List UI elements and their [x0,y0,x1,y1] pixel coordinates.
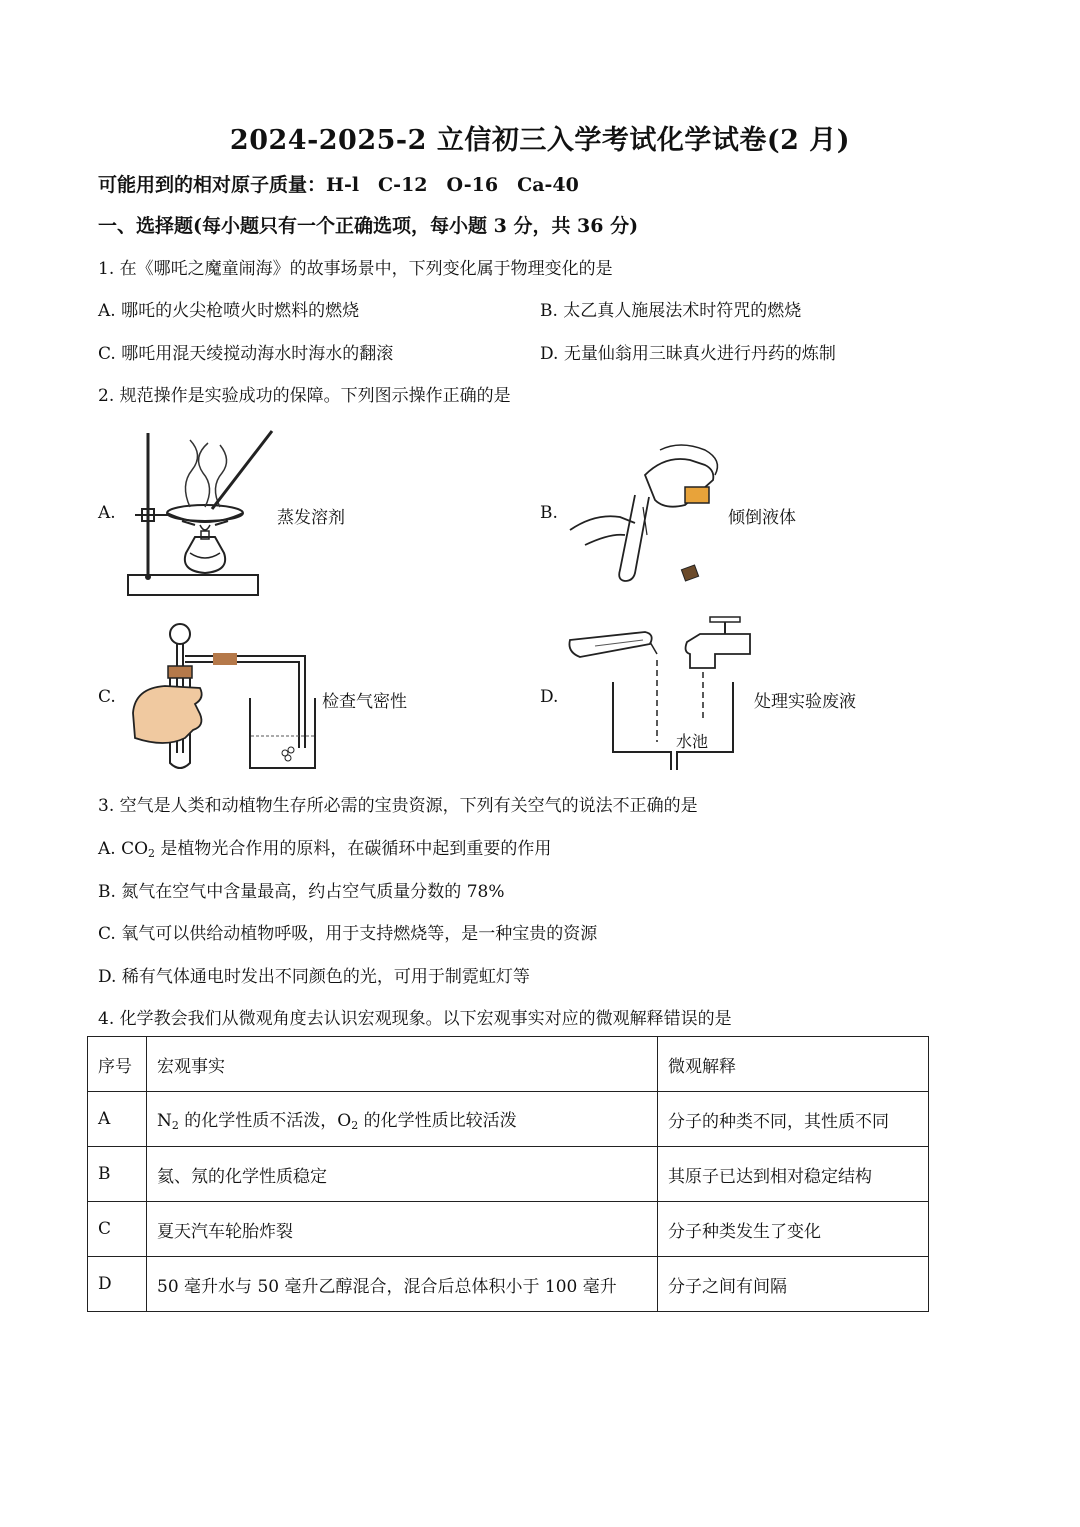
table-row [88,1147,929,1202]
q2-option-a-letter: A. [98,503,116,523]
table-row [88,1202,929,1257]
q1-option-a: A. 哪吒的火尖枪喷火时燃料的燃烧 [98,301,360,321]
q1-option-c: C. 哪吒用混天绫搅动海水时海水的翻滚 [98,344,394,364]
row-id: B [88,1147,147,1202]
q2-option-d-caption: 处理实验废液 [754,692,856,712]
q3-option-a: A. $CO_2$ 是植物光合作用的原料，在碳循环中起到重要的作用 [98,839,552,860]
header-index: 序号 [88,1037,147,1092]
sink-label: 水池 [676,732,709,751]
header-macro-fact: 宏观事实 [147,1037,658,1092]
q3-option-b: B. 氮气在空气中含量最高，约占空气质量分数的 78% [98,882,505,902]
exam-title: 2024-2025-2 立信初三入学考试化学试卷(2 月) [229,125,851,156]
row-fact: $N_2$ 的化学性质不活泼，$O_2$ 的化学性质比较活泼 [147,1092,658,1147]
q2-option-c-letter: C. [98,687,116,707]
q2-option-b-caption: 倾倒液体 [728,508,796,528]
q3-option-c: C. 氧气可以供给动植物呼吸，用于支持燃烧等，是一种宝贵的资源 [98,924,598,944]
q4-stem: 4. 化学教会我们从微观角度去认识宏观现象。以下宏观事实对应的微观解释错误的是 [98,1009,732,1029]
header-micro-explanation: 微观解释 [658,1037,929,1092]
q2-option-d-letter: D. [540,687,559,707]
table-row [88,1257,929,1312]
row-explanation: 分子种类发生了变化 [658,1202,929,1257]
q3-stem: 3. 空气是人类和动植物生存所必需的宝贵资源，下列有关空气的说法不正确的是 [98,796,698,816]
atomic-mass-line: 可能用到的相对原子质量：H-l C-12 O-16 Ca-40 [98,174,579,196]
q2-option-a-caption: 蒸发溶剂 [277,508,345,528]
q3-option-d: D. 稀有气体通电时发出不同颜色的光，可用于制霓虹灯等 [98,967,530,987]
q4-table [87,1036,929,1312]
row-explanation: 其原子已达到相对稳定结构 [658,1147,929,1202]
q2-stem: 2. 规范操作是实验成功的保障。下列图示操作正确的是 [98,386,511,406]
row-fact: 50 毫升水与 50 毫升乙醇混合，混合后总体积小于 100 毫升 [147,1257,658,1312]
table-row [88,1092,929,1147]
q1-option-d: D. 无量仙翁用三昧真火进行丹药的炼制 [540,344,836,364]
waste-liquid-disposal-figure [565,612,755,774]
q1-option-b: B. 太乙真人施展法术时符咒的燃烧 [540,301,802,321]
row-id: C [88,1202,147,1257]
evaporation-apparatus-figure [120,425,280,600]
pouring-liquid-figure [565,435,725,585]
row-fact: 氦、氖的化学性质稳定 [147,1147,658,1202]
q2-option-b-letter: B. [540,503,558,523]
q1-stem: 1. 在《哪吒之魔童闹海》的故事场景中，下列变化属于物理变化的是 [98,259,613,279]
table-header-row [88,1037,929,1092]
airtightness-check-figure [125,618,325,776]
row-explanation: 分子的种类不同，其性质不同 [658,1092,929,1147]
section-heading: 一、选择题(每小题只有一个正确选项，每小题 3 分，共 36 分) [98,215,639,237]
row-explanation: 分子之间有间隔 [658,1257,929,1312]
row-fact: 夏天汽车轮胎炸裂 [147,1202,658,1257]
row-id: D [88,1257,147,1312]
row-id: A [88,1092,147,1147]
q2-option-c-caption: 检查气密性 [322,692,407,712]
